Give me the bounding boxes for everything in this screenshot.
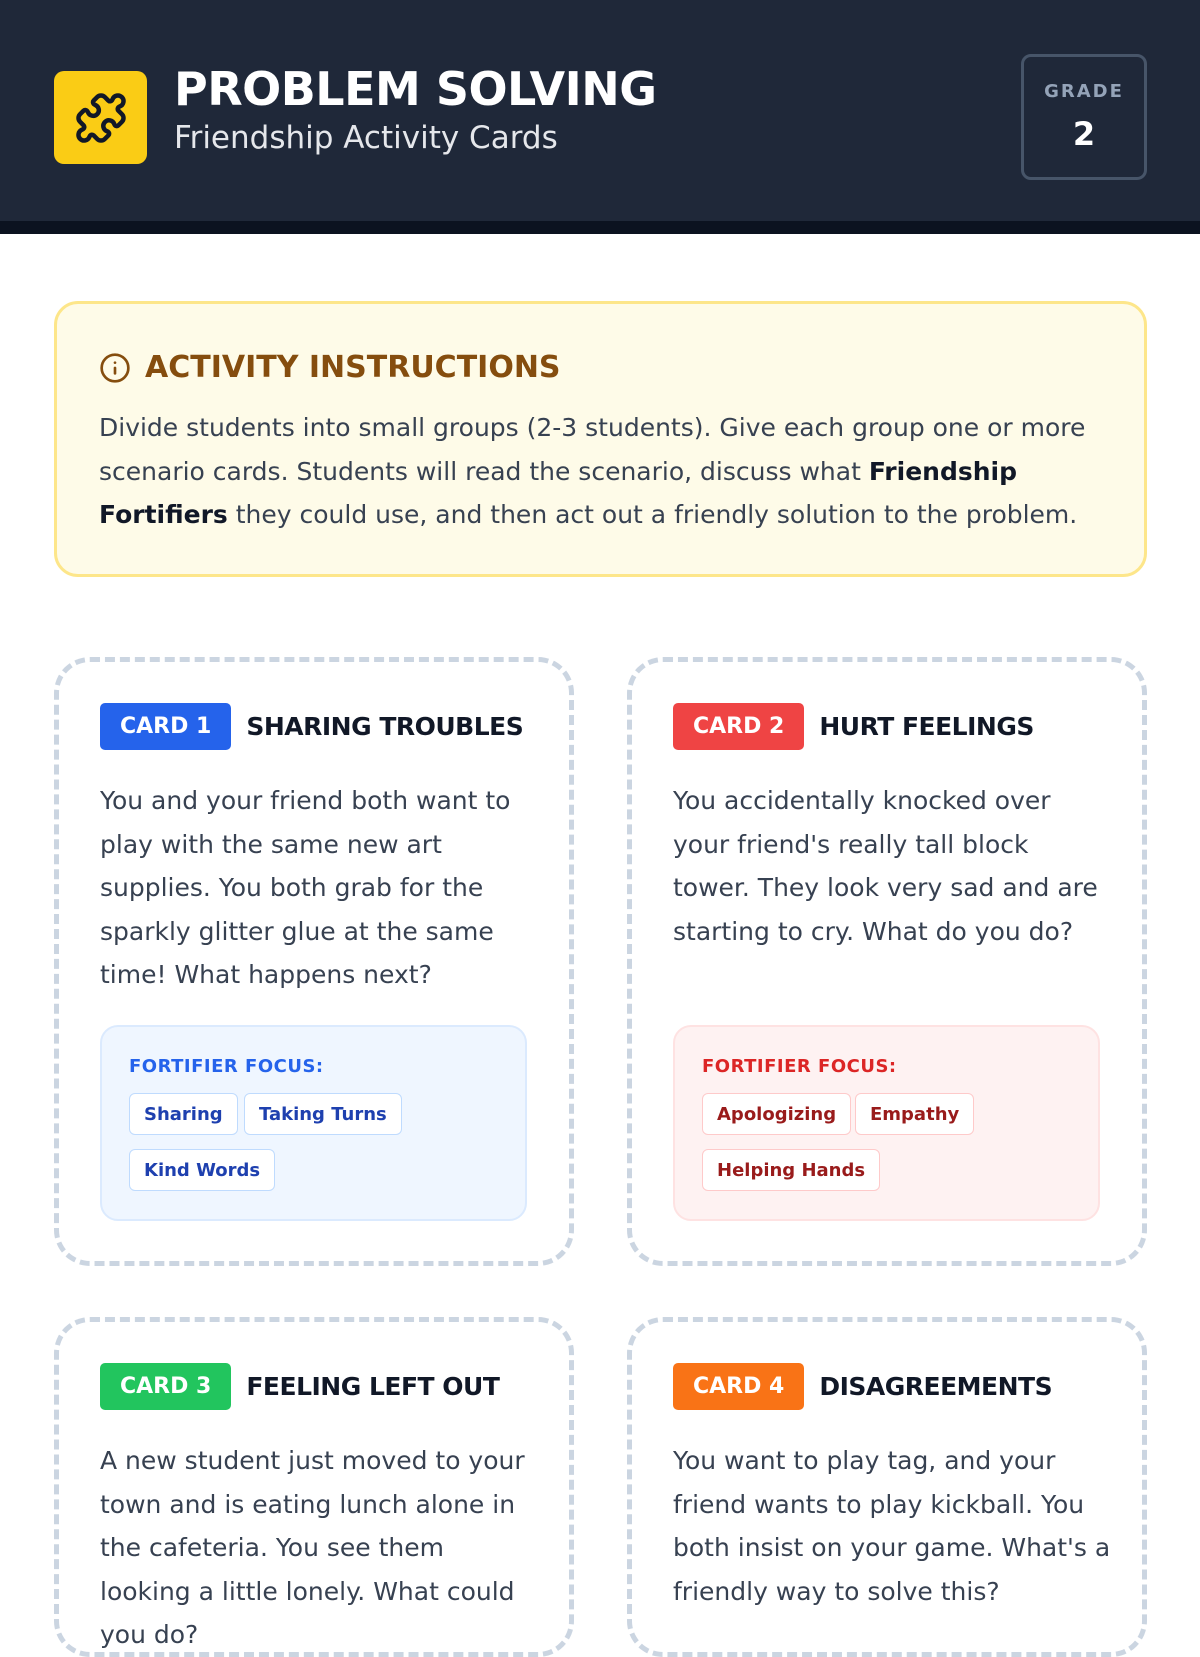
page-header bbox=[0, 0, 1200, 234]
grade-value: 2 bbox=[1072, 115, 1096, 153]
card-badge: CARD 3 bbox=[100, 1363, 231, 1410]
puzzle-piece-icon bbox=[74, 91, 128, 145]
grade-label: GRADE bbox=[1044, 81, 1124, 102]
fortifier-focus-label: FORTIFIER FOCUS: bbox=[702, 1056, 897, 1077]
logo bbox=[54, 71, 147, 164]
fortifier-chip-sharing: Sharing bbox=[129, 1093, 238, 1135]
card-badge: CARD 2 bbox=[673, 703, 804, 750]
card-scenario-text: A new student just moved to your town and is eating lunch alone in the cafeteria. You see them looking a little lonely. What could you do? bbox=[100, 1446, 525, 1649]
friendship-fortifiers-emphasis: Friendship Fortifiers bbox=[99, 456, 1017, 529]
scenario-card-3[interactable] bbox=[54, 1317, 574, 1657]
page-title: PROBLEM SOLVING bbox=[174, 62, 657, 116]
fortifier-chip-empathy: Empathy bbox=[855, 1093, 974, 1135]
card-title: SHARING TROUBLES bbox=[246, 712, 524, 741]
fortifier-chip-apologizing: Apologizing bbox=[702, 1093, 851, 1135]
grade-box bbox=[1021, 54, 1147, 180]
card-title: FEELING LEFT OUT bbox=[246, 1372, 500, 1401]
fortifier-focus-box bbox=[100, 1025, 527, 1221]
instructions-title: ACTIVITY INSTRUCTIONS bbox=[145, 350, 561, 385]
page-subtitle: Friendship Activity Cards bbox=[174, 120, 558, 156]
info-icon bbox=[99, 352, 131, 384]
fortifier-focus-box bbox=[673, 1025, 1100, 1221]
card-scenario-text: You want to play tag, and your friend wants to play kickball. You both insist on your game. What's a friendly way to solve this? bbox=[673, 1446, 1111, 1606]
fortifier-chip-taking-turns: Taking Turns bbox=[244, 1093, 402, 1135]
fortifier-chip-kind-words: Kind Words bbox=[129, 1149, 275, 1191]
activity-instructions bbox=[54, 301, 1147, 577]
card-badge: CARD 4 bbox=[673, 1363, 804, 1410]
instructions-heading bbox=[99, 350, 561, 385]
scenario-card-1[interactable] bbox=[54, 657, 574, 1266]
instructions-text: Divide students into small groups (2-3 students). Give each group one or more scenario cards. Students will read the scenario, discuss what Friendship Fortifiers they could use, and then act out a friendly solution to the problem. bbox=[99, 413, 1086, 529]
card-badge: CARD 1 bbox=[100, 703, 231, 750]
card-title: DISAGREEMENTS bbox=[819, 1372, 1053, 1401]
card-scenario-text: You and your friend both want to play with the same new art supplies. You both grab for the sparkly glitter glue at the same time! What happens next? bbox=[100, 786, 511, 989]
card-scenario-text: You accidentally knocked over your friend's really tall block tower. They look very sad and are starting to cry. What do you do? bbox=[673, 786, 1098, 946]
scenario-card-4[interactable] bbox=[627, 1317, 1147, 1657]
fortifier-focus-label: FORTIFIER FOCUS: bbox=[129, 1056, 324, 1077]
scenario-card-2[interactable] bbox=[627, 657, 1147, 1266]
fortifier-chip-helping-hands: Helping Hands bbox=[702, 1149, 880, 1191]
card-title: HURT FEELINGS bbox=[819, 712, 1034, 741]
